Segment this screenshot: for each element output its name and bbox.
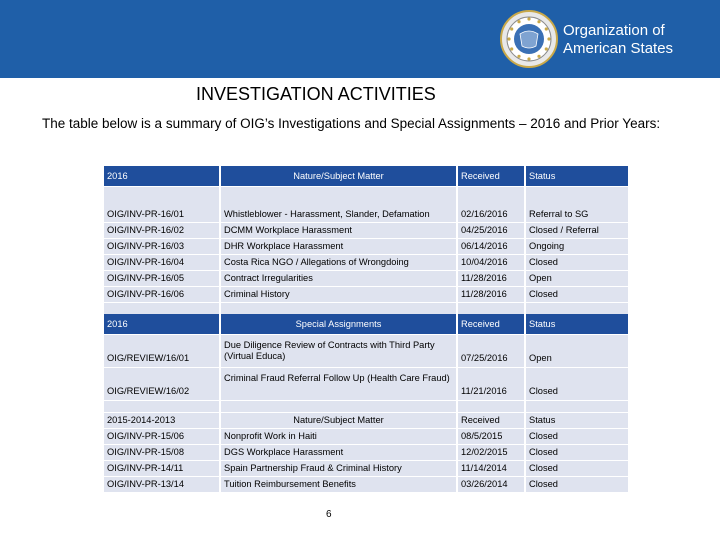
- page-number: 6: [326, 509, 332, 520]
- case-id-cell: OIG/INV-PR-13/14: [104, 476, 221, 492]
- header-cell: Nature/Subject Matter: [221, 412, 458, 428]
- section2-header-row: [104, 314, 628, 334]
- section1-header-row: [104, 166, 628, 186]
- table-row: [104, 367, 628, 400]
- received-cell: 11/28/2016: [458, 270, 526, 286]
- received-cell: 06/14/2016: [458, 238, 526, 254]
- header-cell: Status: [526, 166, 628, 186]
- case-id-cell: OIG/INV-PR-15/06: [104, 428, 221, 444]
- header-cell: 2015-2014-2013: [104, 412, 221, 428]
- subject-cell: Criminal Fraud Referral Follow Up (Health Care Fraud): [221, 367, 458, 400]
- status-cell: Open: [526, 334, 628, 367]
- subject-cell: Criminal History: [221, 286, 458, 302]
- org-name-line-1: Organization of: [563, 22, 665, 39]
- received-cell: 11/14/2014: [458, 460, 526, 476]
- received-cell: 10/04/2016: [458, 254, 526, 270]
- header-cell: Status: [526, 314, 628, 334]
- status-cell: Closed: [526, 254, 628, 270]
- status-cell: Closed / Referral: [526, 222, 628, 238]
- subject-cell: DGS Workplace Harassment: [221, 444, 458, 460]
- spacer-row: [104, 302, 628, 314]
- subject-cell: Nonprofit Work in Haiti: [221, 428, 458, 444]
- header-banner: [0, 0, 720, 78]
- header-cell: 2016: [104, 166, 221, 186]
- table-row: [104, 444, 628, 460]
- case-id-cell: OIG/INV-PR-16/01: [104, 186, 221, 222]
- subject-cell: Spain Partnership Fraud & Criminal History: [221, 460, 458, 476]
- received-cell: 04/25/2016: [458, 222, 526, 238]
- organization-name: [563, 22, 673, 58]
- header-cell: Status: [526, 412, 628, 428]
- received-cell: 03/26/2014: [458, 476, 526, 492]
- subject-cell: Contract Irregularities: [221, 270, 458, 286]
- status-cell: Ongoing: [526, 238, 628, 254]
- case-id-cell: OIG/REVIEW/16/01: [104, 334, 221, 367]
- status-cell: Referral to SG: [526, 186, 628, 222]
- subject-cell: Whistleblower - Harassment, Slander, Defamation: [221, 186, 458, 222]
- case-id-cell: OIG/INV-PR-15/08: [104, 444, 221, 460]
- received-cell: 11/28/2016: [458, 286, 526, 302]
- table-row: [104, 186, 628, 222]
- subject-cell: Tuition Reimbursement Benefits: [221, 476, 458, 492]
- received-cell: 11/21/2016: [458, 367, 526, 400]
- header-cell: Special Assignments: [221, 314, 458, 334]
- table-row: [104, 254, 628, 270]
- header-cell: Received: [458, 166, 526, 186]
- status-cell: Closed: [526, 367, 628, 400]
- case-id-cell: OIG/INV-PR-16/04: [104, 254, 221, 270]
- table-row: [104, 476, 628, 492]
- section3-header-row: [104, 412, 628, 428]
- status-cell: Closed: [526, 286, 628, 302]
- table-row: [104, 286, 628, 302]
- status-cell: Closed: [526, 428, 628, 444]
- received-cell: 07/25/2016: [458, 334, 526, 367]
- header-cell: 2016: [104, 314, 221, 334]
- table-row: [104, 270, 628, 286]
- investigations-table: [104, 166, 628, 492]
- header-cell: Received: [458, 314, 526, 334]
- table-row: [104, 460, 628, 476]
- case-id-cell: OIG/INV-PR-16/06: [104, 286, 221, 302]
- header-cell: Nature/Subject Matter: [221, 166, 458, 186]
- case-id-cell: OIG/REVIEW/16/02: [104, 367, 221, 400]
- org-name-line-2: American States: [563, 40, 674, 57]
- subject-cell: DHR Workplace Harassment: [221, 238, 458, 254]
- table-row: [104, 334, 628, 367]
- received-cell: 02/16/2016: [458, 186, 526, 222]
- received-cell: 12/02/2015: [458, 444, 526, 460]
- header-cell: Received: [458, 412, 526, 428]
- subject-cell: Costa Rica NGO / Allegations of Wrongdoing: [221, 254, 458, 270]
- status-cell: Closed: [526, 476, 628, 492]
- case-id-cell: OIG/INV-PR-14/11: [104, 460, 221, 476]
- subject-cell: DCMM Workplace Harassment: [221, 222, 458, 238]
- case-id-cell: OIG/INV-PR-16/03: [104, 238, 221, 254]
- case-id-cell: OIG/INV-PR-16/05: [104, 270, 221, 286]
- status-cell: Closed: [526, 444, 628, 460]
- table-row: [104, 238, 628, 254]
- received-cell: 08/5/2015: [458, 428, 526, 444]
- table-row: [104, 222, 628, 238]
- spacer-row: [104, 400, 628, 412]
- intro-text: The table below is a summary of OIG’s Investigations and Special Assignments – 2016 and Prior Years:: [42, 116, 661, 131]
- table-row: [104, 428, 628, 444]
- status-cell: Closed: [526, 460, 628, 476]
- case-id-cell: OIG/INV-PR-16/02: [104, 222, 221, 238]
- status-cell: Open: [526, 270, 628, 286]
- subject-cell: Due Diligence Review of Contracts with Third Party (Virtual Educa): [221, 334, 458, 367]
- oas-seal-icon: [500, 10, 558, 68]
- page-title: INVESTIGATION ACTIVITIES: [196, 84, 436, 104]
